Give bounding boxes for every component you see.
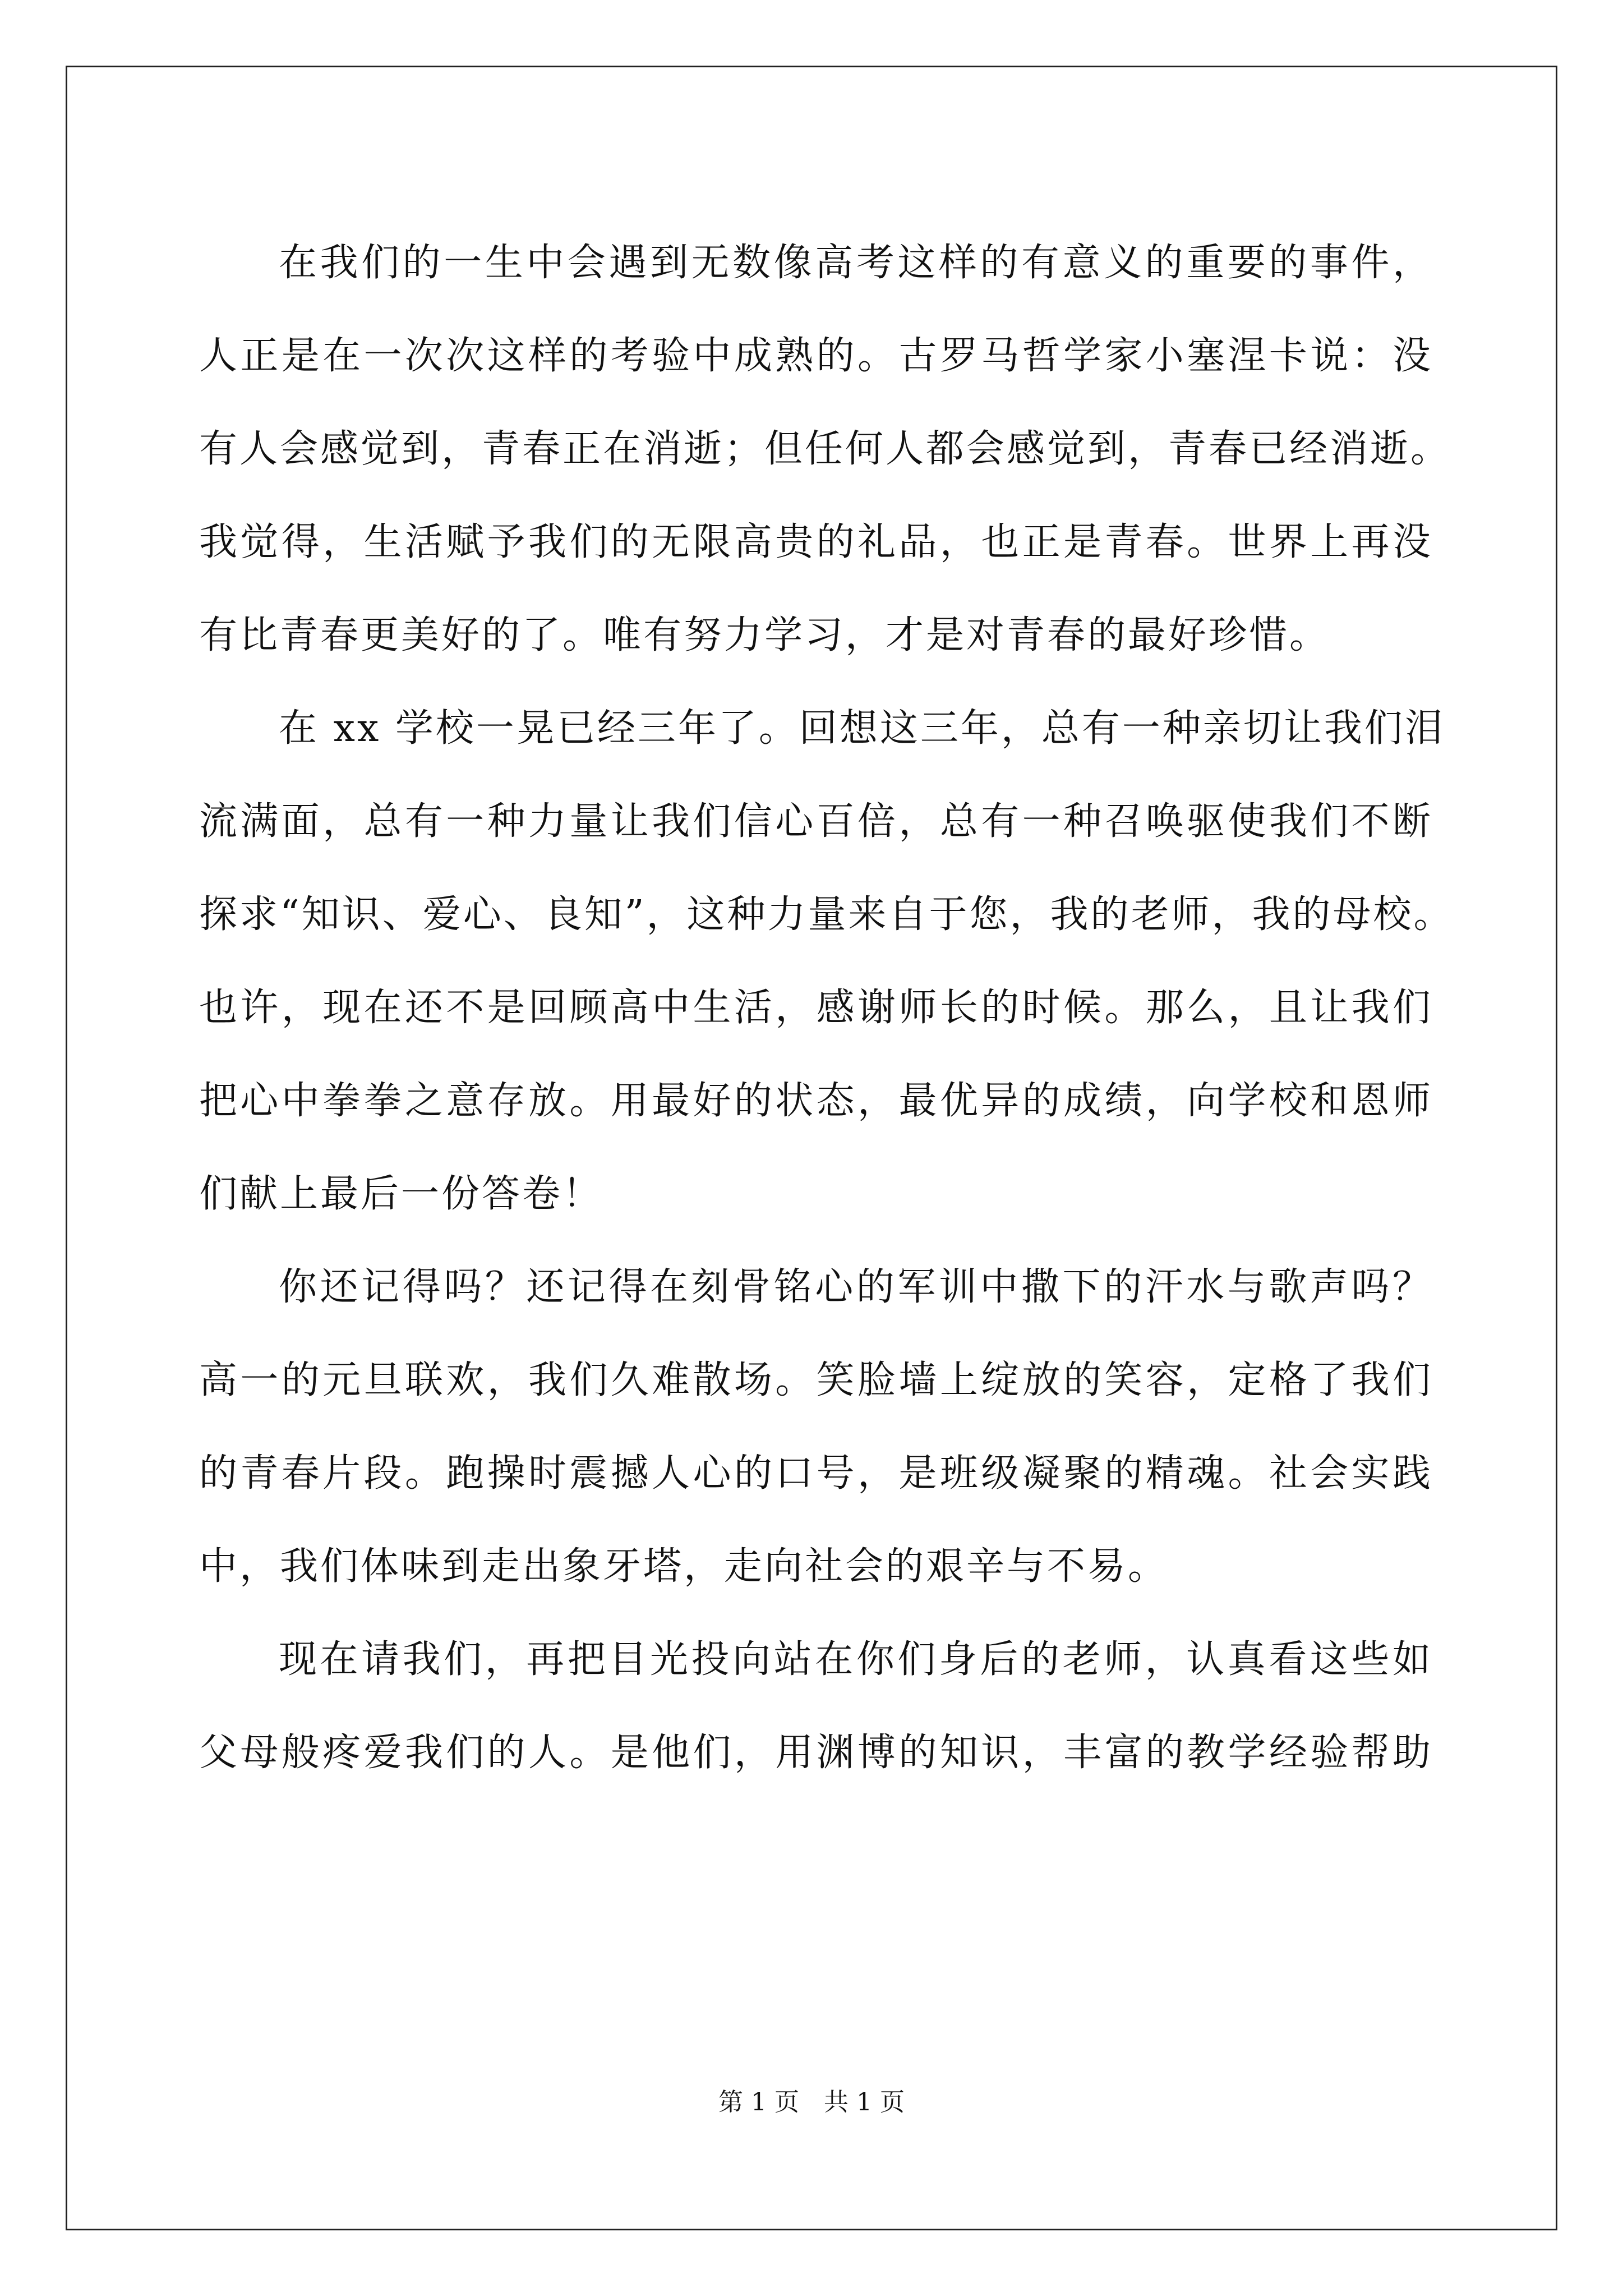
paragraph-line: 在 xx 学校一晃已经三年了。回想这三年，总有一种亲切让我们泪 (279, 706, 1445, 751)
paragraph-line: 探求“知识、爱心、良知”，这种力量来自于您，我的老师，我的母校。 (199, 892, 1454, 937)
paragraph-line: 在我们的一生中会遇到无数像高考这样的有意义的重要的事件， (279, 241, 1433, 285)
paragraph-line: 高一的元旦联欢，我们久难散场。笑脸墙上绽放的笑容，定格了我们 (199, 1358, 1433, 1402)
paragraph-line: 的青春片段。跑操时震撼人心的口号，是班级凝聚的精魂。社会实践 (199, 1451, 1433, 1496)
paragraph-3 (199, 1241, 1433, 1613)
paragraph-line: 中，我们体味到走出象牙塔，走向社会的艰辛与不易。 (199, 1544, 1169, 1589)
paragraph-1 (199, 217, 1451, 682)
page-footer (0, 2086, 1623, 2119)
paragraph-line: 我觉得，生活赋予我们的无限高贵的礼品，也正是青春。世界上再没 (199, 520, 1433, 564)
paragraph-line: 流满面，总有一种力量让我们信心百倍，总有一种召唤驱使我们不断 (199, 799, 1433, 844)
paragraph-line: 把心中拳拳之意存放。用最好的状态，最优异的成绩，向学校和恩师 (199, 1079, 1433, 1123)
paragraph-line: 有比青春更美好的了。唯有努力学习，才是对青春的最好珍惜。 (199, 613, 1330, 657)
paragraph-line: 人正是在一次次这样的考验中成熟的。古罗马哲学家小塞涅卡说：没 (199, 334, 1433, 378)
paragraph-2 (199, 682, 1454, 1241)
paragraph-line: 父母般疼爱我们的人。是他们，用渊博的知识，丰富的教学经验帮助 (199, 1731, 1433, 1775)
document-body (199, 217, 1454, 1800)
page-total: 共 1 页 (824, 2088, 905, 2116)
page-number: 第 1 页 (718, 2088, 799, 2116)
paragraph-line: 现在请我们，再把目光投向站在你们身后的老师，认真看这些如 (279, 1637, 1433, 1682)
paragraph-line: 们献上最后一份答卷！ (199, 1172, 603, 1216)
paragraph-line: 你还记得吗？还记得在刻骨铭心的军训中撒下的汗水与歌声吗？ (279, 1265, 1433, 1309)
paragraph-line: 也许，现在还不是回顾高中生活，感谢师长的时候。那么，且让我们 (199, 986, 1433, 1030)
paragraph-line: 有人会感觉到，青春正在消逝；但任何人都会感觉到，青春已经消逝。 (199, 427, 1451, 471)
paragraph-4 (199, 1613, 1433, 1800)
